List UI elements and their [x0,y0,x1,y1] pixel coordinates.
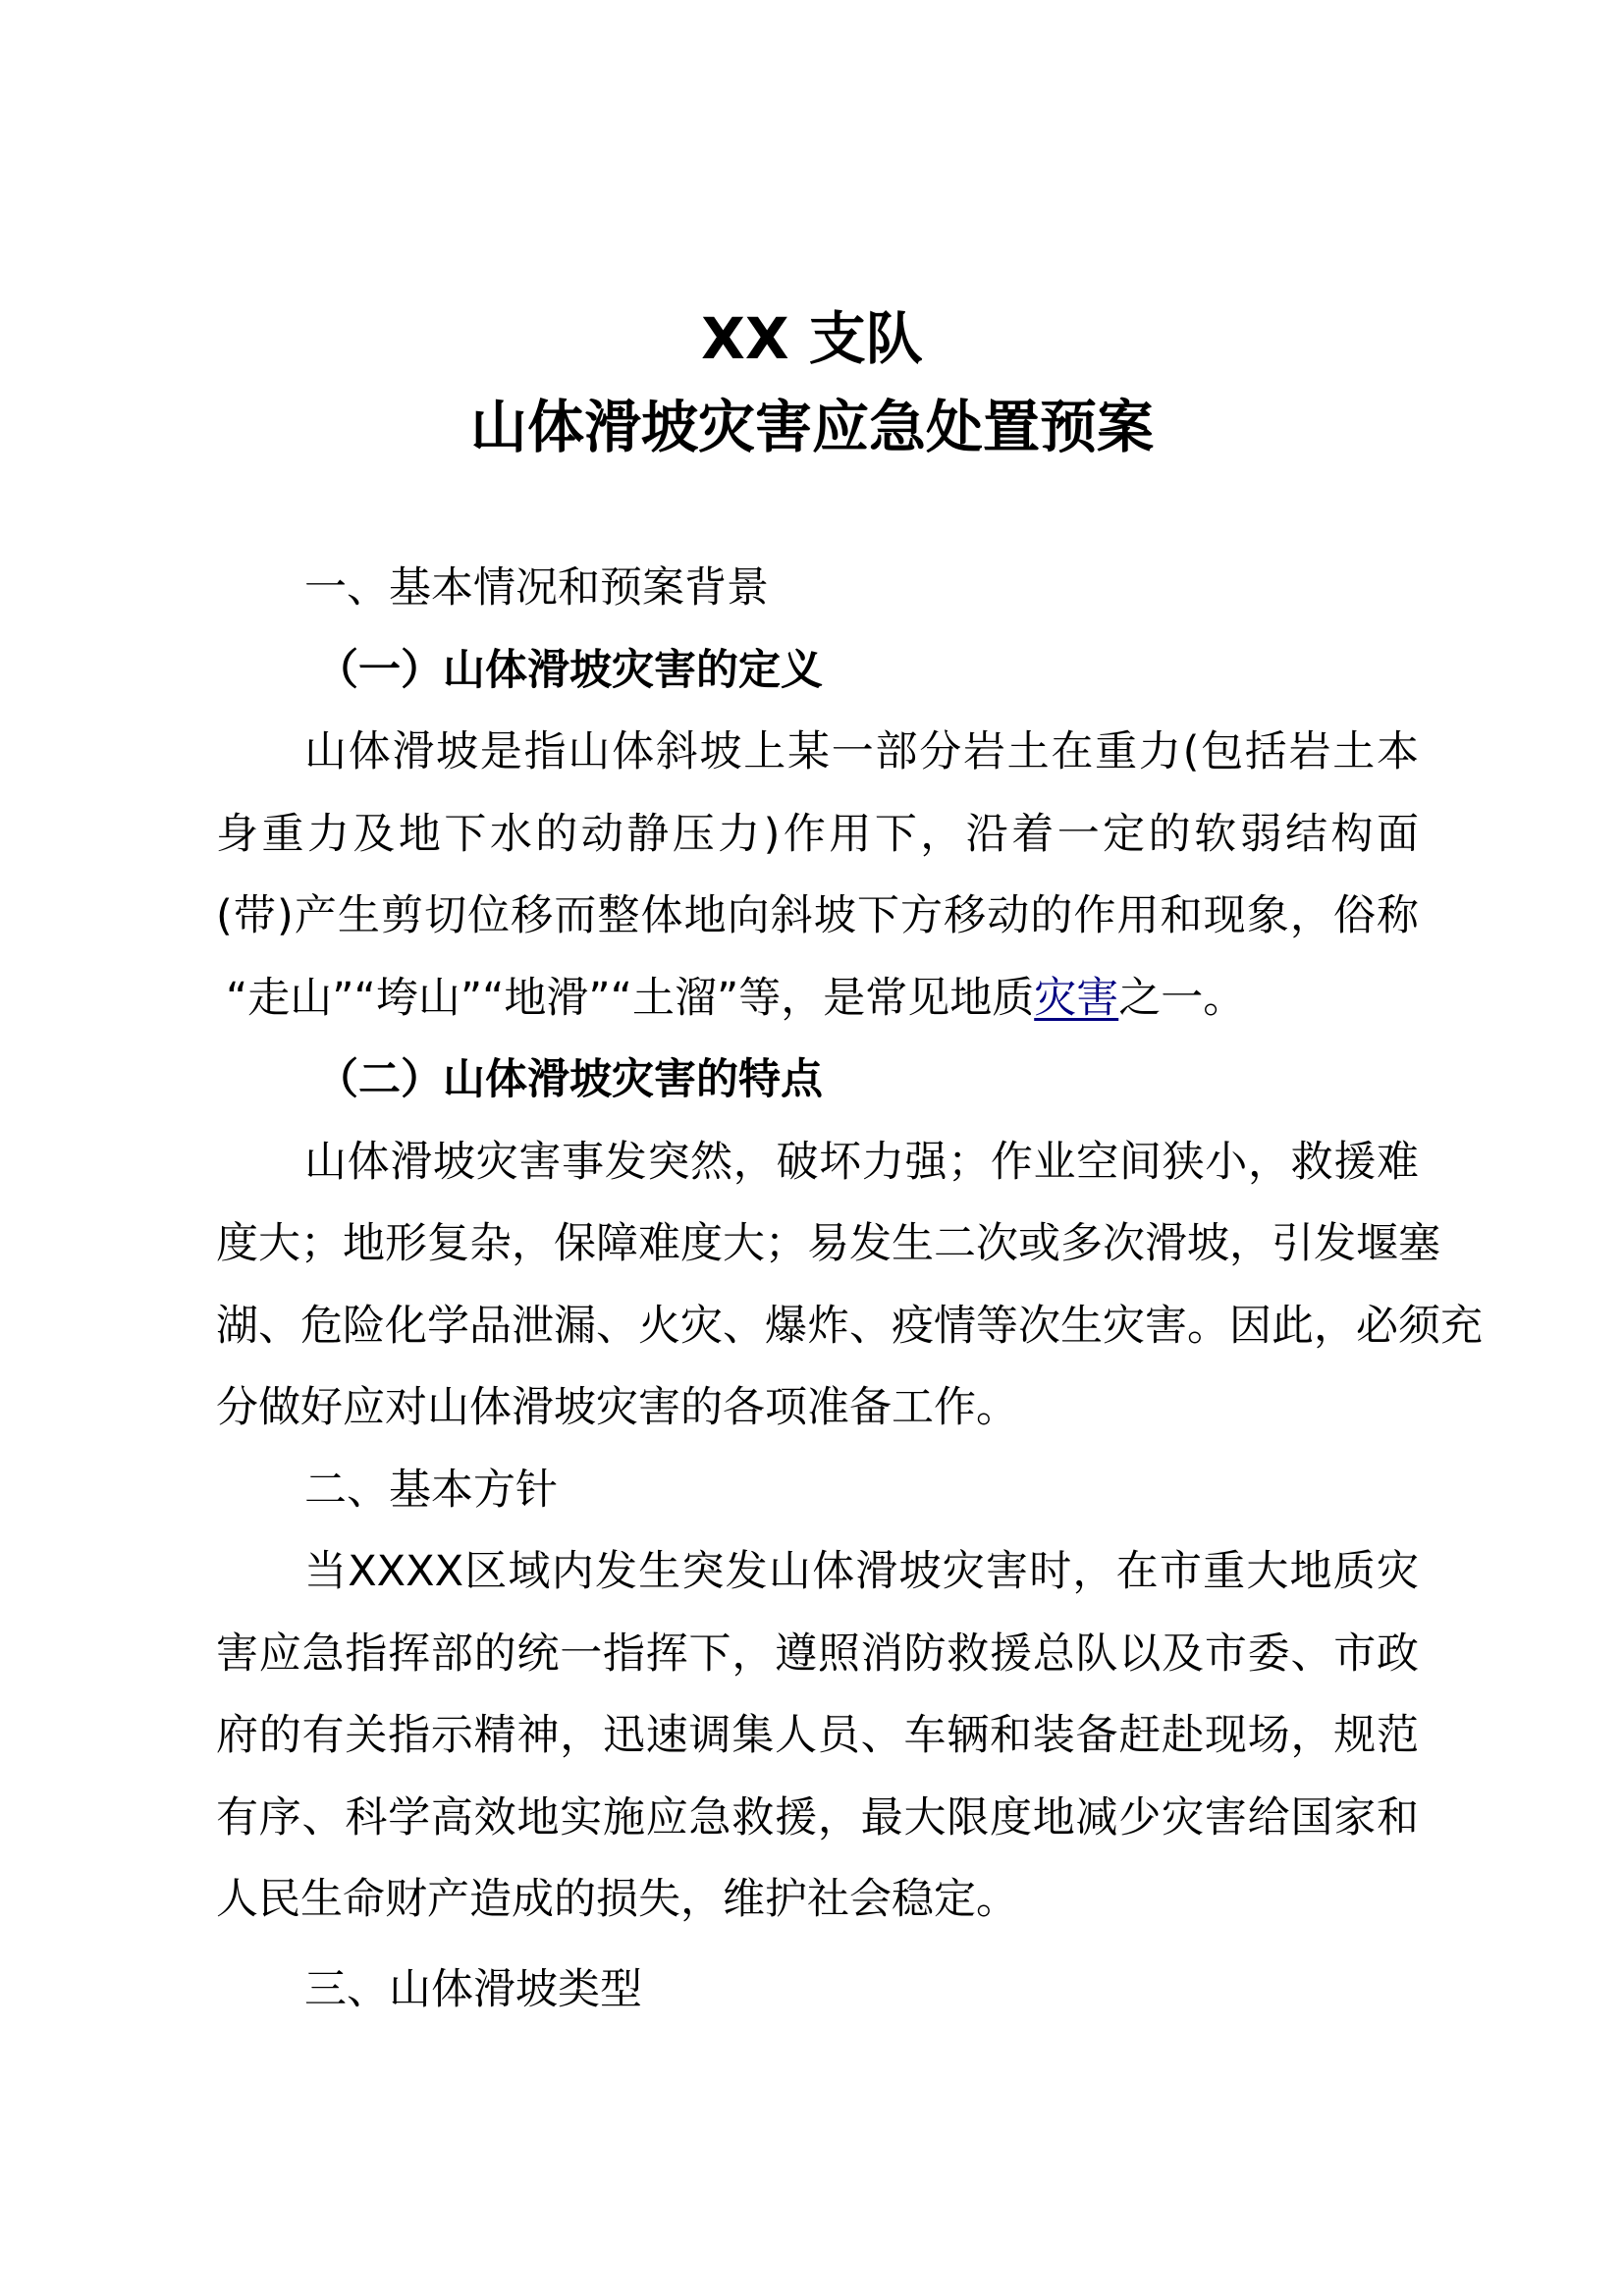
paragraph-line [216,958,1419,1041]
title-line-plan: 山体滑坡灾害应急处置预案 [469,394,1154,460]
paragraph-line: 度大；地形复杂，保障难度大；易发生二次或多次滑坡，引发堰塞 [216,1219,1440,1268]
document-title [0,294,1624,471]
paragraph-line: (带)产生剪切位移而整体地向斜坡下方移动的作用和现象，俗称 [216,891,1419,940]
section-heading-landslide-types: 三、山体滑坡类型 [304,1964,642,2014]
paragraph-line: 当XXXX区域内发生突发山体滑坡灾害时，在市重大地质灾 [304,1547,1419,1596]
paragraph-line: 身重力及地下水的动静压力)作用下，沿着一定的软弱结构面 [216,809,1419,859]
section-heading-basic-situation: 一、基本情况和预案背景 [304,563,769,613]
paragraph-characteristics [216,1122,1483,1450]
paragraph-line: 山体滑坡是指山体斜坡上某一部分岩土在重力(包括岩土本 [304,727,1419,776]
paragraph-line: 害应急指挥部的统一指挥下，遵照消防救援总队以及市委、市政 [216,1629,1419,1679]
document-body [216,548,1483,2031]
paragraph-line: 有序、科学高效地实施应急救援，最大限度地减少灾害给国家和 [216,1792,1419,1842]
paragraph-definition [216,712,1419,1040]
paragraph-text: “走山”“垮山”“地滑”“土溜”等，是常见地质 [226,973,1035,1023]
paragraph-basic-policy [216,1531,1419,1942]
subsection-heading-definition: （一）山体滑坡灾害的定义 [316,645,823,695]
subsection-heading-characteristics: （二）山体滑坡灾害的特点 [316,1055,823,1104]
paragraph-line: 山体滑坡灾害事发突然，破坏力强；作业空间狭小，救援难 [304,1137,1419,1187]
paragraph-text: 之一。 [1118,973,1246,1023]
section-heading-basic-policy: 二、基本方针 [304,1465,558,1515]
title-line-unit: XX 支队 [701,305,923,372]
paragraph-line: 府的有关指示精神，迅速调集人员、车辆和装备赶赴现场，规范 [216,1711,1419,1760]
paragraph-line: 湖、危险化学品泄漏、火灾、爆炸、疫情等次生灾害。因此，必须充 [216,1301,1483,1351]
paragraph-line: 分做好应对山体滑坡灾害的各项准备工作。 [216,1383,1018,1432]
disaster-link[interactable]: 灾害 [1034,973,1119,1023]
paragraph-line: 人民生命财产造成的损失，维护社会稳定。 [216,1875,1018,1924]
